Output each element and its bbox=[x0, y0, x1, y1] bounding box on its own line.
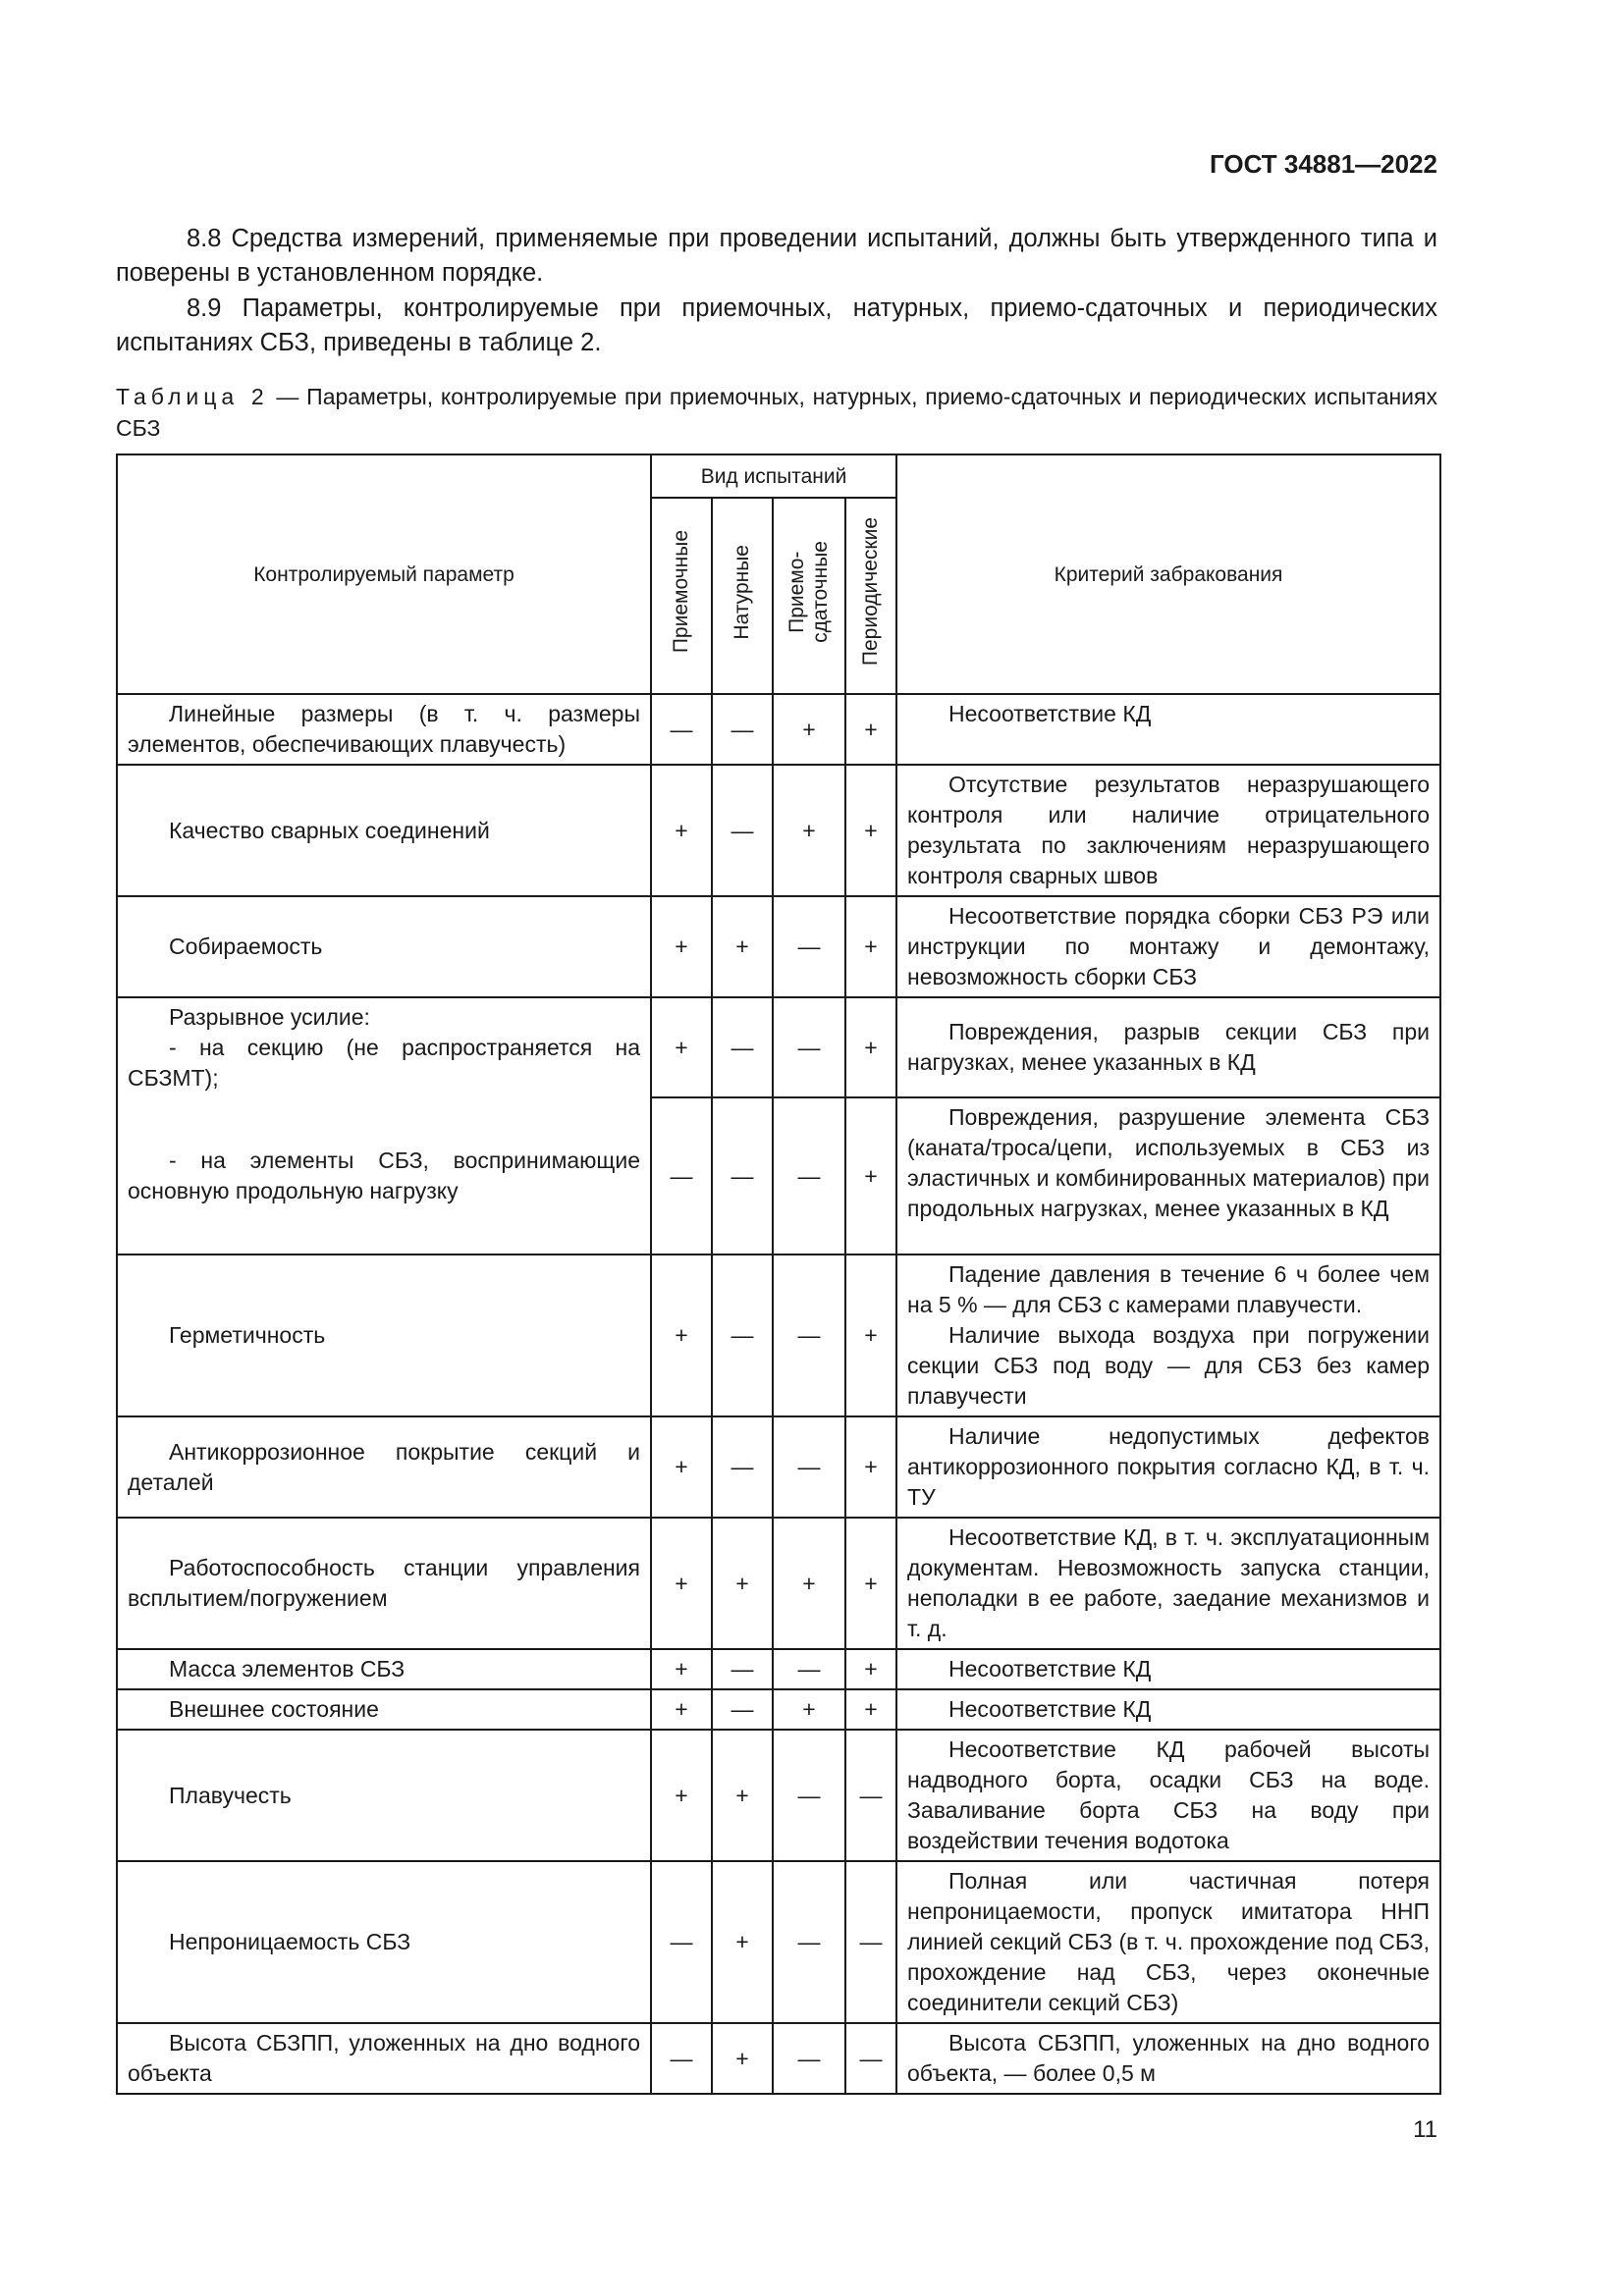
table-row bbox=[117, 1649, 1440, 1689]
criterion-cell bbox=[896, 896, 1440, 997]
criterion-cell bbox=[896, 2023, 1440, 2094]
mark-cell: + bbox=[712, 1861, 773, 2023]
mark-cell: — bbox=[773, 1861, 845, 2023]
header-periodic-label: Периодические bbox=[859, 517, 882, 667]
table-caption-text: — Параметры, контролируемые при приемочных, натурных, приемо-сдаточных и периодических испытаниях СБЗ bbox=[116, 384, 1437, 441]
param-cell bbox=[117, 694, 651, 765]
criterion-text: Несоответствие КД рабочей высоты надводного борта, осадки СБЗ на воде. Заваливание борта СБЗ на воду при воздействии течения водотока bbox=[907, 1736, 1431, 1853]
mark-cell: — bbox=[651, 1861, 712, 2023]
mark-cell: + bbox=[773, 1518, 845, 1649]
mark-cell: — bbox=[712, 694, 773, 765]
mark-cell: — bbox=[712, 1255, 773, 1416]
criterion-cell bbox=[896, 1689, 1440, 1730]
mark-cell: — bbox=[773, 1097, 845, 1255]
mark-cell: — bbox=[845, 1730, 896, 1861]
param-cell bbox=[117, 1255, 651, 1416]
header-test-type: Вид испытаний bbox=[651, 454, 896, 498]
param-text: - на элементы СБЗ, воспринимающие основную продольную нагрузку bbox=[128, 1147, 640, 1203]
mark-cell: — bbox=[651, 1097, 712, 1255]
mark-cell: + bbox=[651, 1518, 712, 1649]
mark-cell: + bbox=[651, 1255, 712, 1416]
header-acceptance bbox=[651, 498, 712, 694]
table-row bbox=[117, 2023, 1440, 2094]
table-row bbox=[117, 896, 1440, 997]
mark-cell: — bbox=[712, 1689, 773, 1730]
mark-cell: + bbox=[712, 2023, 773, 2094]
param-cell bbox=[117, 1730, 651, 1861]
table-row bbox=[117, 1255, 1440, 1416]
table-header-row bbox=[117, 454, 1440, 498]
mark-cell: — bbox=[712, 1649, 773, 1689]
param-cell bbox=[117, 1649, 651, 1689]
mark-cell: + bbox=[845, 765, 896, 896]
mark-cell: + bbox=[651, 1730, 712, 1861]
param-text: Высота СБЗПП, уложенных на дно водного объекта bbox=[128, 2030, 640, 2086]
mark-cell: — bbox=[712, 1416, 773, 1518]
param-cell bbox=[117, 1097, 651, 1255]
table-row bbox=[117, 1097, 1440, 1255]
criterion-cell bbox=[896, 694, 1440, 765]
mark-cell: + bbox=[773, 694, 845, 765]
param-text: Работоспособность станции управления всплытием/погружением bbox=[128, 1555, 640, 1611]
param-cell bbox=[117, 1518, 651, 1649]
header-parameter: Контролируемый параметр bbox=[117, 454, 651, 694]
criterion-cell bbox=[896, 1097, 1440, 1255]
mark-cell: + bbox=[651, 765, 712, 896]
mark-cell: + bbox=[651, 896, 712, 997]
param-cell bbox=[117, 2023, 651, 2094]
criterion-text: Повреждения, разрыв секции СБЗ при нагрузках, менее указанных в КД bbox=[907, 1019, 1431, 1075]
paragraph-8-9: 8.9 Параметры, контролируемые при приемочных, натурных, приемо-сдаточных и периодических испытаниях СБЗ, приведены в таблице 2. bbox=[116, 294, 1437, 356]
header-criterion: Критерий забракования bbox=[896, 454, 1440, 694]
mark-cell: + bbox=[651, 997, 712, 1097]
table-row bbox=[117, 1689, 1440, 1730]
param-text: Непроницаемость СБЗ bbox=[169, 1929, 411, 1954]
document-code: ГОСТ 34881—2022 bbox=[1210, 149, 1437, 179]
criterion-text: Несоответствие КД bbox=[948, 1696, 1152, 1722]
mark-cell: — bbox=[773, 896, 845, 997]
mark-cell: + bbox=[845, 1649, 896, 1689]
criterion-text: Повреждения, разрушение элемента СБЗ (каната/троса/цепи, используемых в СБЗ из эластичных и комбинированных материалов) при продольных нагрузках, менее указанных в КД bbox=[907, 1104, 1431, 1221]
criterion-text: Падение давления в течение 6 ч более чем на 5 % — для СБЗ с камерами плавучести. bbox=[907, 1261, 1431, 1317]
header-acceptance-label: Приемочные bbox=[670, 530, 692, 654]
mark-cell: + bbox=[845, 1518, 896, 1649]
mark-cell: — bbox=[773, 997, 845, 1097]
mark-cell: + bbox=[651, 1416, 712, 1518]
criterion-cell bbox=[896, 1255, 1440, 1416]
criterion-cell bbox=[896, 1730, 1440, 1861]
param-cell bbox=[117, 896, 651, 997]
param-text: Линейные размеры (в т. ч. размеры элементов, обеспечивающих плавучесть) bbox=[128, 701, 640, 757]
param-cell bbox=[117, 1689, 651, 1730]
mark-cell: + bbox=[845, 1097, 896, 1255]
param-cell bbox=[117, 765, 651, 896]
mark-cell: + bbox=[845, 896, 896, 997]
mark-cell: + bbox=[773, 1689, 845, 1730]
header-periodic bbox=[845, 498, 896, 694]
param-cell bbox=[117, 997, 651, 1097]
criterion-cell bbox=[896, 1518, 1440, 1649]
mark-cell: + bbox=[712, 896, 773, 997]
mark-cell: — bbox=[773, 1416, 845, 1518]
mark-cell: + bbox=[651, 1689, 712, 1730]
mark-cell: — bbox=[773, 1255, 845, 1416]
table-row bbox=[117, 1861, 1440, 2023]
criterion-text: Несоответствие КД bbox=[948, 1656, 1152, 1682]
mark-cell: — bbox=[651, 2023, 712, 2094]
mark-cell: — bbox=[845, 2023, 896, 2094]
criterion-text-2: Наличие выхода воздуха при погружении секции СБЗ под воду — для СБЗ без камер плавучести bbox=[907, 1322, 1431, 1409]
criterion-text: Несоответствие КД, в т. ч. эксплуатационным документам. Невозможность запуска станции, неполадки в ее работе, заедание механизмов и т. д. bbox=[907, 1524, 1431, 1641]
mark-cell: + bbox=[845, 997, 896, 1097]
param-text: Плавучесть bbox=[169, 1782, 292, 1808]
mark-cell: + bbox=[651, 1649, 712, 1689]
criterion-text: Отсутствие результатов неразрушающего контроля или наличие отрицательного результата по заключениям неразрушающего контроля сварных швов bbox=[907, 772, 1431, 888]
table-row bbox=[117, 997, 1440, 1097]
param-text: Антикоррозионное покрытие секций и деталей bbox=[128, 1438, 640, 1495]
param-text: Масса элементов СБЗ bbox=[169, 1656, 406, 1682]
param-text: Собираемость bbox=[169, 934, 323, 959]
criterion-cell bbox=[896, 1861, 1440, 2023]
param-text: Герметичность bbox=[169, 1322, 326, 1348]
mark-cell: + bbox=[845, 1416, 896, 1518]
header-delivery-label: Приемо- сдаточные bbox=[785, 541, 832, 643]
param-title: Разрывное усилие: bbox=[169, 1004, 370, 1030]
criterion-text: Высота СБЗПП, уложенных на дно водного объекта, — более 0,5 м bbox=[907, 2030, 1431, 2086]
table-row bbox=[117, 1416, 1440, 1518]
param-cell bbox=[117, 1416, 651, 1518]
header-field bbox=[712, 498, 773, 694]
table-row bbox=[117, 1518, 1440, 1649]
mark-cell: + bbox=[845, 1689, 896, 1730]
table-row bbox=[117, 694, 1440, 765]
criterion-text: Несоответствие КД bbox=[948, 701, 1152, 726]
mark-cell: + bbox=[845, 1255, 896, 1416]
mark-cell: — bbox=[845, 1861, 896, 2023]
mark-cell: + bbox=[712, 1518, 773, 1649]
header-delivery bbox=[773, 498, 845, 694]
param-text: - на секцию (не распространяется на СБЗМТ); bbox=[128, 1035, 640, 1091]
mark-cell: + bbox=[712, 1730, 773, 1861]
mark-cell: — bbox=[773, 1649, 845, 1689]
paragraph-8-8: 8.8 Средства измерений, применяемые при проведении испытаний, должны быть утвержденного типа и поверены в установленном порядке. bbox=[116, 225, 1437, 287]
mark-cell: — bbox=[651, 694, 712, 765]
mark-cell: — bbox=[712, 997, 773, 1097]
table-row bbox=[117, 1730, 1440, 1861]
criterion-cell bbox=[896, 1649, 1440, 1689]
mark-cell: — bbox=[712, 1097, 773, 1255]
table-caption bbox=[116, 381, 1437, 444]
header-field-label: Натурные bbox=[731, 544, 753, 640]
mark-cell: + bbox=[845, 694, 896, 765]
table-row bbox=[117, 765, 1440, 896]
param-text: Качество сварных соединений bbox=[169, 817, 490, 843]
param-cell bbox=[117, 1861, 651, 2023]
criterion-cell bbox=[896, 1416, 1440, 1518]
criterion-cell bbox=[896, 997, 1440, 1097]
mark-cell: + bbox=[773, 765, 845, 896]
page-number: 11 bbox=[1413, 2116, 1437, 2143]
parameters-table bbox=[116, 454, 1441, 2095]
param-text: Внешнее состояние bbox=[169, 1696, 379, 1722]
mark-cell: — bbox=[773, 1730, 845, 1861]
table-caption-label: Таблица 2 bbox=[116, 384, 269, 409]
criterion-text: Несоответствие порядка сборки СБЗ РЭ или инструкции по монтажу и демонтажу, невозможность сборки СБЗ bbox=[907, 903, 1431, 989]
mark-cell: — bbox=[712, 765, 773, 896]
criterion-text: Полная или частичная потеря непроницаемости, пропуск имитатора ННП линией секций СБЗ (в т. ч. прохождение под СБЗ, прохождение над СБЗ, через оконечные соединители секций СБЗ) bbox=[907, 1868, 1431, 2015]
criterion-text: Наличие недопустимых дефектов антикоррозионного покрытия согласно КД, в т. ч. ТУ bbox=[907, 1423, 1431, 1510]
mark-cell: — bbox=[773, 2023, 845, 2094]
criterion-cell bbox=[896, 765, 1440, 896]
